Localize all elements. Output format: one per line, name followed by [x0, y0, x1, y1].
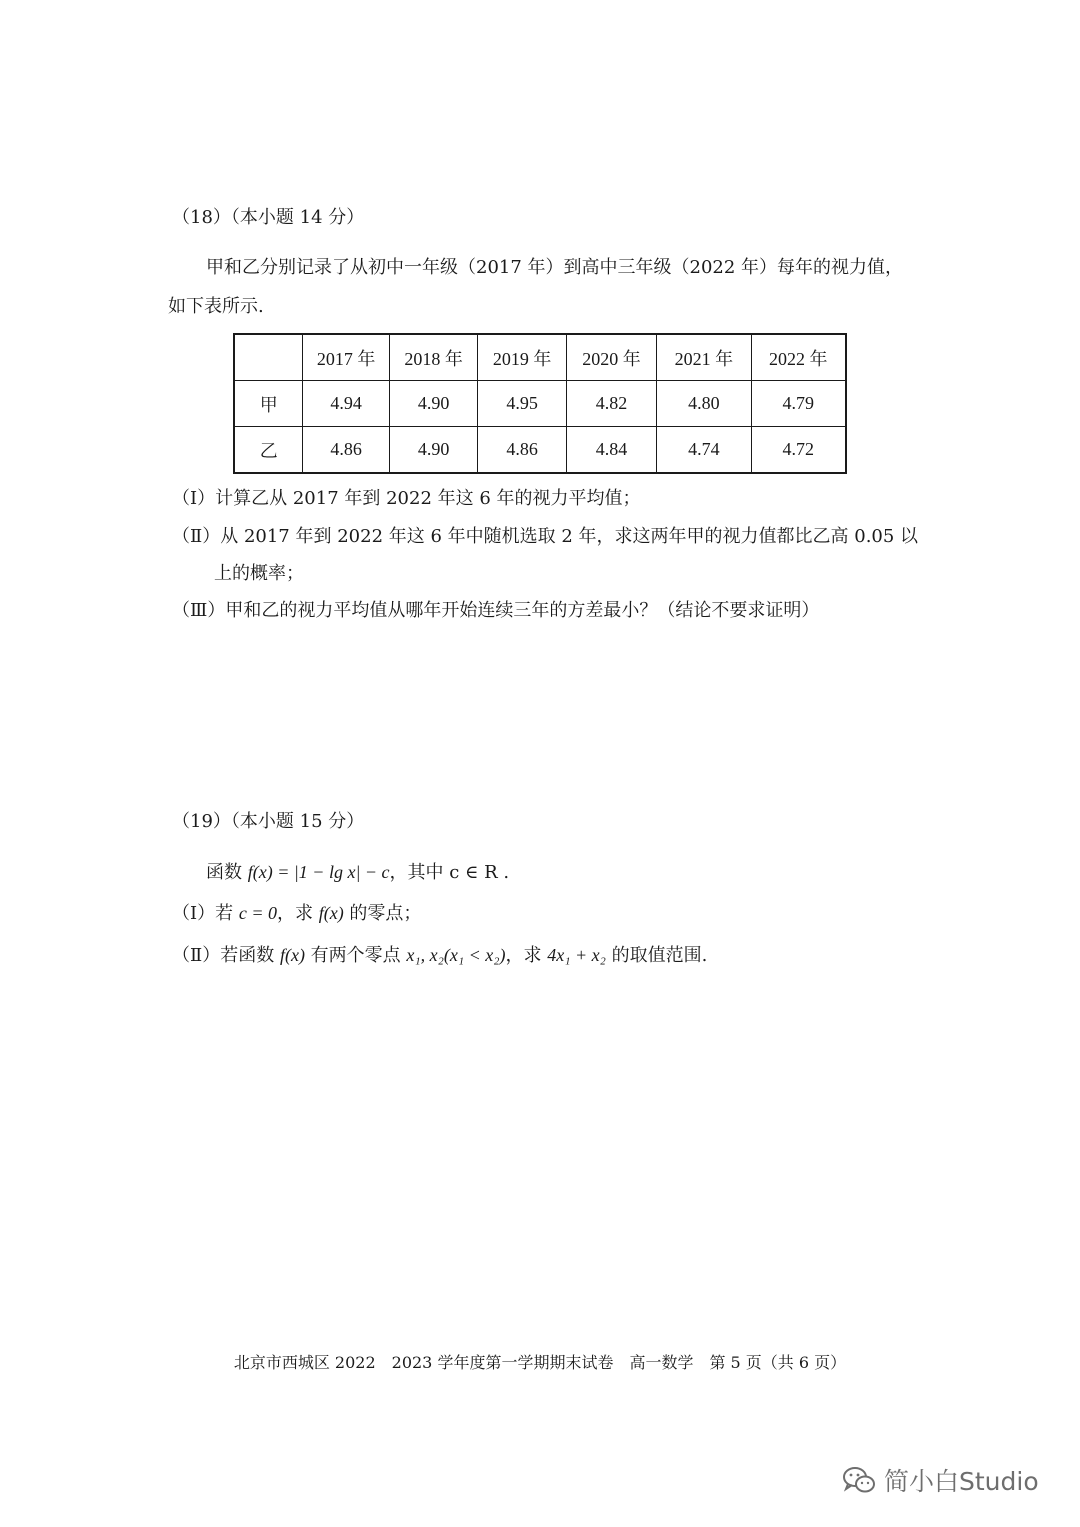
table-cell: 4.72: [751, 427, 846, 474]
table-cell: 4.94: [303, 381, 389, 427]
page-footer: 北京市西城区 2022 2023 学年度第一学期期末试卷 高一数学 第 5 页（共 6 页）: [233, 1353, 847, 1372]
q19-part2: [172, 943, 707, 968]
wechat-icon: [842, 1465, 876, 1495]
table-cell: 4.95: [478, 381, 566, 427]
table-row-label: 乙: [234, 427, 303, 474]
table-header-cell: 2021 年: [657, 334, 751, 381]
table-cell: 4.84: [566, 427, 656, 474]
q19-part2-zeros: x₁, x₂(x₁ < x₂): [406, 945, 506, 965]
table-row: [234, 381, 846, 427]
table-cell: 4.79: [751, 381, 846, 427]
watermark-text: 简小白Studio: [884, 1467, 1039, 1496]
table-header-cell: 2018 年: [389, 334, 477, 381]
q19-part1-cond: c = 0: [238, 903, 277, 923]
q18-intro-line2: 如下表所示.: [168, 296, 264, 317]
q19-func-prefix: 函数: [206, 862, 248, 883]
q19-func-suffix: ，其中 c ∈ R .: [389, 862, 510, 883]
q19-part2-mid: 有两个零点: [304, 945, 407, 966]
table-header-cell: [234, 334, 303, 381]
q18-part1: （Ⅰ）计算乙从 2017 年到 2022 年这 6 年的视力平均值；: [172, 488, 641, 509]
q18-part2-line2: 上的概率；: [214, 563, 304, 584]
table-cell: 4.86: [478, 427, 566, 474]
q19-func-expr: f(x) = |1 − lg x| − c: [247, 862, 390, 882]
q18-title: （18）（本小题 14 分）: [172, 207, 365, 228]
q19-function-line: [206, 860, 509, 885]
table-row: [234, 427, 846, 474]
watermark: [842, 1460, 1039, 1500]
table-cell: 4.86: [303, 427, 389, 474]
q19-part1-mid: ，求: [276, 903, 319, 924]
table-header-cell: 2020 年: [566, 334, 656, 381]
q18-intro-line1: 甲和乙分别记录了从初中一年级（2017 年）到高中三年级（2022 年）每年的视力值，: [206, 257, 904, 278]
q19-title: （19）（本小题 15 分）: [172, 811, 365, 832]
q18-part2-line1: （Ⅱ）从 2017 年到 2022 年这 6 年中随机选取 2 年，求这两年甲的视力值都比乙高 0.05 以: [172, 526, 919, 547]
q19-part1-suffix: 的零点；: [343, 903, 422, 924]
table-cell: 4.80: [657, 381, 751, 427]
q19-part2-mid2: ，求: [505, 945, 548, 966]
vision-table: [233, 333, 847, 474]
q19-part2-fx: f(x): [279, 945, 305, 965]
table-header-cell: 2022 年: [751, 334, 846, 381]
table-row-label: 甲: [234, 381, 303, 427]
table-cell: 4.90: [389, 381, 477, 427]
q19-part2-suffix: 的取值范围.: [605, 945, 708, 966]
q19-part2-prefix: （Ⅱ）若函数: [172, 945, 280, 966]
q19-part1-fx: f(x): [318, 903, 344, 923]
q18-part3: （Ⅲ）甲和乙的视力平均值从哪年开始连续三年的方差最小？（结论不要求证明）: [172, 600, 820, 621]
table-cell: 4.82: [566, 381, 656, 427]
table-header-cell: 2017 年: [303, 334, 389, 381]
table-header-cell: 2019 年: [478, 334, 566, 381]
table-cell: 4.90: [389, 427, 477, 474]
q19-part2-expr: 4x₁ + x₂: [547, 945, 606, 965]
q19-part1: [172, 901, 421, 926]
table-cell: 4.74: [657, 427, 751, 474]
q19-part1-prefix: （Ⅰ）若: [172, 903, 239, 924]
table-header-row: [234, 334, 846, 381]
